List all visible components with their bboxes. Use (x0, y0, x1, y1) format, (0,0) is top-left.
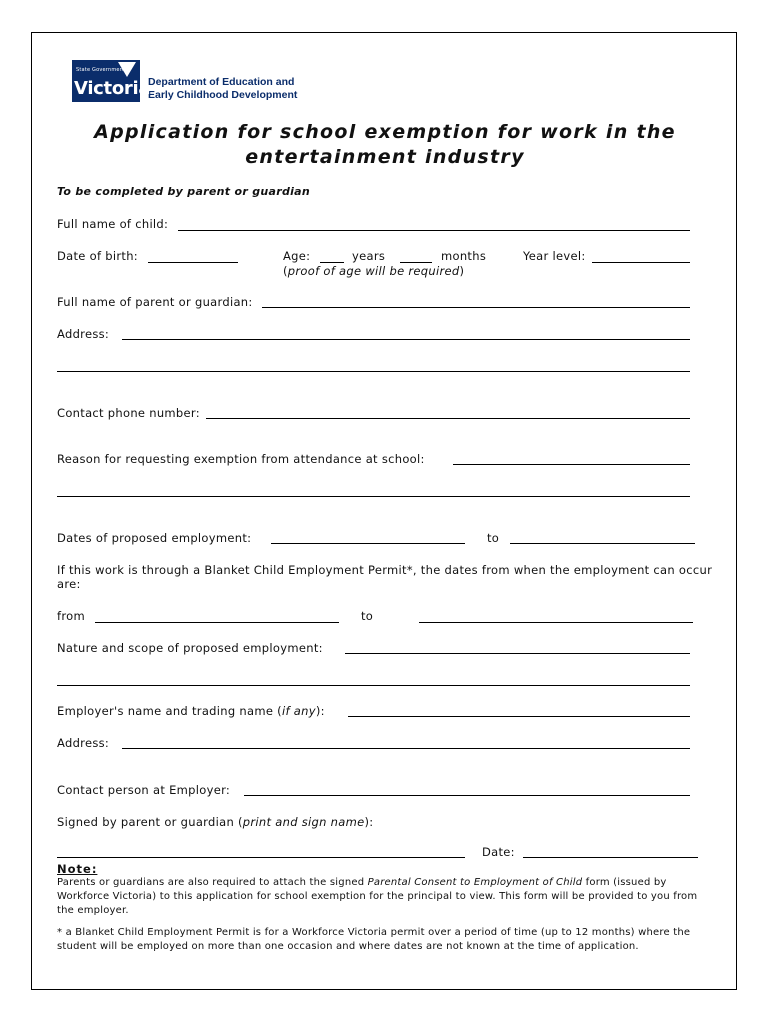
years-label: years (352, 249, 386, 263)
reason-field-2[interactable] (57, 496, 690, 497)
signed-label (57, 815, 373, 829)
dates-from-field[interactable] (271, 543, 465, 544)
print-sign-text: print and sign name (242, 815, 365, 829)
note-p1-end: form (issued by Workforce Victoria) to this application for school exemption for the principal to view. This form will be provided to you from the employer. (57, 877, 698, 916)
parent-name-label: Full name of parent or guardian: (57, 295, 253, 309)
page-title (60, 120, 710, 170)
dob-label: Date of birth: (57, 249, 138, 263)
employer-name-label (57, 704, 325, 718)
note-heading: Note: (57, 862, 98, 876)
department-name (148, 76, 297, 102)
blanket-to-label: to (361, 609, 374, 623)
title-line-1: Application for school exemption for work in the (94, 121, 676, 143)
proof-close-paren: ) (459, 264, 465, 278)
department-line-2: Early Childhood Development (148, 89, 298, 101)
if-any-text: if any (281, 704, 316, 718)
year-level-field[interactable] (592, 262, 690, 263)
proof-open-paren: ( (283, 264, 288, 278)
nature-label: Nature and scope of proposed employment: (57, 641, 323, 655)
form-subtitle: To be completed by parent or guardian (57, 185, 311, 198)
child-name-label: Full name of child: (57, 217, 169, 231)
address-field-1[interactable] (122, 339, 690, 340)
contact-person-label: Contact person at Employer: (57, 783, 231, 797)
parent-name-field[interactable] (262, 307, 690, 308)
signed-end: ): (364, 815, 374, 829)
employer-address-label: Address: (57, 736, 110, 750)
from-label: from (57, 609, 85, 623)
page-border (31, 32, 737, 990)
phone-field[interactable] (206, 418, 690, 419)
date-field[interactable] (523, 857, 698, 858)
blanket-permit-text: If this work is through a Blanket Child Employment Permit*, the dates from when the employment can occur are: (57, 563, 713, 591)
months-label: months (441, 249, 487, 263)
contact-person-field[interactable] (244, 795, 690, 796)
title-line-2: entertainment industry (245, 146, 525, 168)
note-p1-italic: Parental Consent to Employment of Child (367, 877, 583, 888)
signed-text: Signed by parent or guardian ( (57, 815, 243, 829)
age-months-field[interactable] (400, 262, 432, 263)
triangle-icon (118, 62, 136, 77)
proof-text: proof of age will be required (287, 264, 460, 278)
note-p1-start: Parents or guardians are also required to attach the signed (57, 877, 368, 888)
age-label: Age: (283, 249, 311, 263)
address-field-2[interactable] (57, 371, 690, 372)
employer-name-field[interactable] (348, 716, 690, 717)
dates-employment-label: Dates of proposed employment: (57, 531, 252, 545)
phone-label: Contact phone number: (57, 406, 200, 420)
victoria-logo-mark (72, 60, 151, 102)
year-level-label: Year level: (523, 249, 586, 263)
employer-name-end: ): (315, 704, 325, 718)
child-name-field[interactable] (178, 230, 690, 231)
note-paragraph-1 (57, 876, 717, 918)
age-years-field[interactable] (320, 262, 344, 263)
note-paragraph-2: * a Blanket Child Employment Permit is for a Workforce Victoria permit over a period of time (up to 12 months) where the student will be employed on more than one occasion and where dates are not known at the time of application. (57, 927, 691, 952)
blanket-to-field[interactable] (419, 622, 693, 623)
dob-field[interactable] (148, 262, 238, 263)
reason-label: Reason for requesting exemption from attendance at school: (57, 452, 425, 466)
signature-field[interactable] (57, 857, 465, 858)
address-label: Address: (57, 327, 110, 341)
dates-to-label: to (487, 531, 500, 545)
date-label: Date: (482, 845, 515, 859)
employer-address-field[interactable] (122, 748, 690, 749)
employer-name-text: Employer's name and trading name ( (57, 704, 282, 718)
reason-field-1[interactable] (453, 464, 690, 465)
proof-of-age-note (283, 264, 464, 278)
nature-field-1[interactable] (345, 653, 690, 654)
blanket-from-field[interactable] (95, 622, 339, 623)
logo-victoria-text: Victoria (74, 78, 151, 99)
department-line-1: Department of Education and (148, 76, 295, 88)
dates-to-field[interactable] (510, 543, 695, 544)
logo-state-text: State Government (76, 67, 126, 73)
nature-field-2[interactable] (57, 685, 690, 686)
victoria-logo (72, 60, 297, 102)
